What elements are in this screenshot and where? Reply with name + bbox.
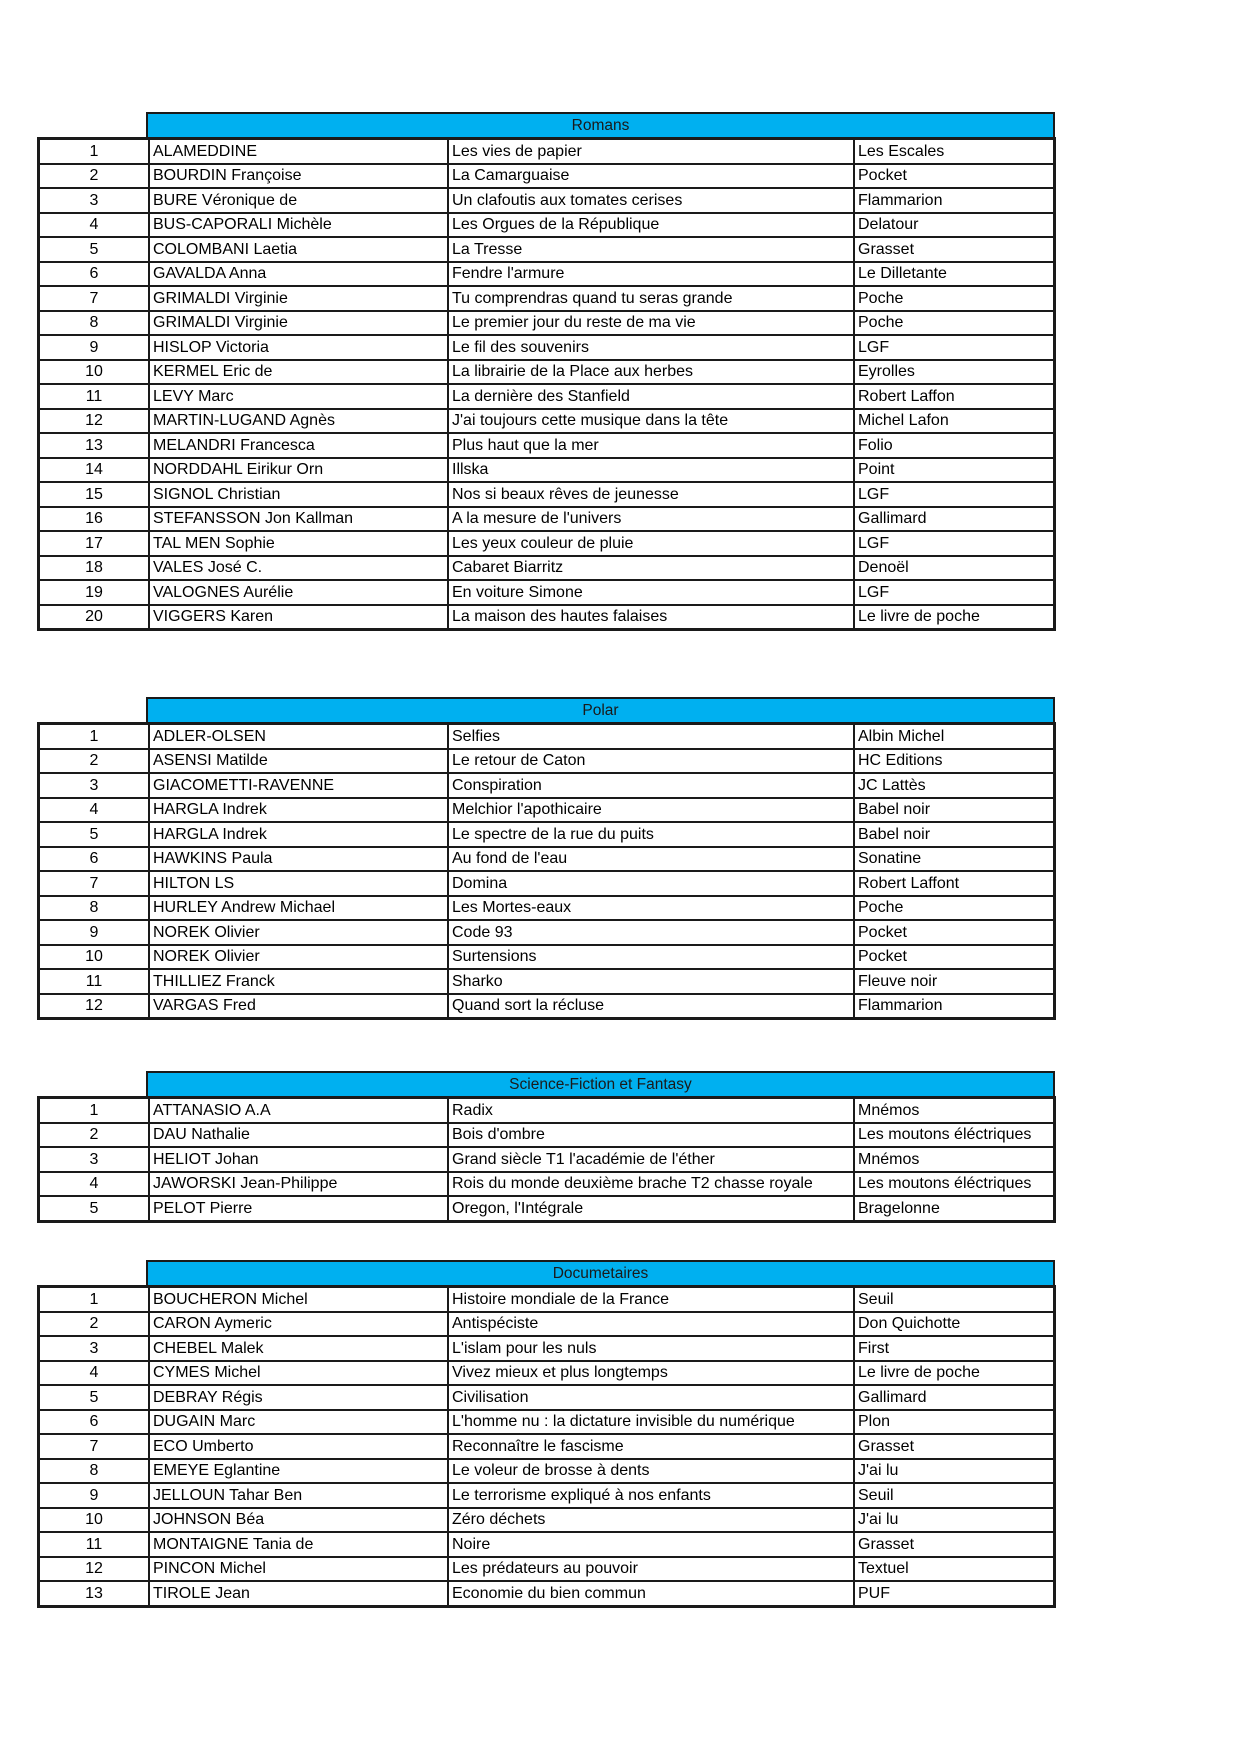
row-number: 12 — [39, 994, 149, 1019]
title-cell: En voiture Simone — [448, 580, 854, 605]
author-cell: NOREK Olivier — [149, 945, 448, 970]
author-cell: PINCON Michel — [149, 1557, 448, 1582]
author-cell: BOUCHERON Michel — [149, 1287, 448, 1312]
section-romans — [38, 112, 1055, 630]
author-cell: STEFANSSON Jon Kallman — [149, 507, 448, 532]
row-number: 9 — [39, 335, 149, 360]
publisher-cell: Folio — [854, 433, 1054, 458]
title-cell: Les Mortes-eaux — [448, 896, 854, 921]
table-row — [39, 896, 1054, 921]
table-row — [39, 531, 1054, 556]
title-cell: Un clafoutis aux tomates cerises — [448, 188, 854, 213]
author-cell: ADLER-OLSEN — [149, 724, 448, 749]
table-row — [39, 458, 1054, 483]
row-number: 8 — [39, 311, 149, 336]
author-cell: CYMES Michel — [149, 1361, 448, 1386]
row-number: 1 — [39, 139, 149, 164]
author-cell: MARTIN-LUGAND Agnès — [149, 409, 448, 434]
publisher-cell: Le Dilletante — [854, 262, 1054, 287]
table-row — [39, 360, 1054, 385]
title-cell: Le fil des souvenirs — [448, 335, 854, 360]
row-number: 5 — [39, 1196, 149, 1221]
publisher-cell: Mnémos — [854, 1147, 1054, 1172]
table-row — [39, 969, 1054, 994]
section-header — [38, 1260, 1055, 1286]
section-title: Polar — [146, 697, 1055, 723]
table-row — [39, 1557, 1054, 1582]
table-row — [39, 724, 1054, 749]
publisher-cell: Gallimard — [854, 507, 1054, 532]
title-cell: Grand siècle T1 l'académie de l'éther — [448, 1147, 854, 1172]
row-number: 1 — [39, 1098, 149, 1123]
publisher-cell: Babel noir — [854, 822, 1054, 847]
title-cell: L'islam pour les nuls — [448, 1336, 854, 1361]
row-number: 12 — [39, 409, 149, 434]
section-header — [38, 112, 1055, 138]
author-cell: ALAMEDDINE — [149, 139, 448, 164]
table-row — [39, 1459, 1054, 1484]
author-cell: VARGAS Fred — [149, 994, 448, 1019]
author-cell: HARGLA Indrek — [149, 822, 448, 847]
table-row — [39, 1581, 1054, 1606]
table-row — [39, 773, 1054, 798]
title-cell: Domina — [448, 871, 854, 896]
table-row — [39, 1508, 1054, 1533]
author-cell: DEBRAY Régis — [149, 1385, 448, 1410]
title-cell: Surtensions — [448, 945, 854, 970]
publisher-cell: J'ai lu — [854, 1508, 1054, 1533]
table-row — [39, 605, 1054, 630]
table-row — [39, 1287, 1054, 1312]
author-cell: MELANDRI Francesca — [149, 433, 448, 458]
book-table — [38, 138, 1055, 630]
author-cell: GIACOMETTI-RAVENNE — [149, 773, 448, 798]
title-cell: Melchior l'apothicaire — [448, 798, 854, 823]
publisher-cell: Textuel — [854, 1557, 1054, 1582]
title-cell: L'homme nu : la dictature invisible du numérique — [448, 1410, 854, 1435]
author-cell: GRIMALDI Virginie — [149, 311, 448, 336]
section-documentaires — [38, 1260, 1055, 1607]
table-row — [39, 1434, 1054, 1459]
title-cell: Civilisation — [448, 1385, 854, 1410]
row-number: 5 — [39, 822, 149, 847]
row-number: 8 — [39, 896, 149, 921]
author-cell: BURE Véronique de — [149, 188, 448, 213]
table-row — [39, 507, 1054, 532]
row-number: 19 — [39, 580, 149, 605]
title-cell: Quand sort la récluse — [448, 994, 854, 1019]
author-cell: JOHNSON Béa — [149, 1508, 448, 1533]
author-cell: DUGAIN Marc — [149, 1410, 448, 1435]
row-number: 12 — [39, 1557, 149, 1582]
table-row — [39, 237, 1054, 262]
book-table — [38, 1286, 1055, 1607]
title-cell: Noire — [448, 1532, 854, 1557]
row-number: 3 — [39, 1147, 149, 1172]
author-cell: THILLIEZ Franck — [149, 969, 448, 994]
table-row — [39, 433, 1054, 458]
author-cell: CHEBEL Malek — [149, 1336, 448, 1361]
row-number: 1 — [39, 724, 149, 749]
row-number: 6 — [39, 847, 149, 872]
publisher-cell: Point — [854, 458, 1054, 483]
publisher-cell: Don Quichotte — [854, 1312, 1054, 1337]
publisher-cell: Fleuve noir — [854, 969, 1054, 994]
publisher-cell: Delatour — [854, 213, 1054, 238]
title-cell: La Camarguaise — [448, 164, 854, 189]
table-row — [39, 1385, 1054, 1410]
author-cell: BOURDIN Françoise — [149, 164, 448, 189]
author-cell: JAWORSKI Jean-Philippe — [149, 1172, 448, 1197]
publisher-cell: J'ai lu — [854, 1459, 1054, 1484]
table-row — [39, 409, 1054, 434]
table-row — [39, 749, 1054, 774]
author-cell: VALES José C. — [149, 556, 448, 581]
publisher-cell: Plon — [854, 1410, 1054, 1435]
table-row — [39, 920, 1054, 945]
row-number: 14 — [39, 458, 149, 483]
row-number: 3 — [39, 773, 149, 798]
title-cell: Vivez mieux et plus longtemps — [448, 1361, 854, 1386]
row-number: 17 — [39, 531, 149, 556]
section-title: Documetaires — [146, 1260, 1055, 1286]
title-cell: Cabaret Biarritz — [448, 556, 854, 581]
table-row — [39, 1098, 1054, 1123]
publisher-cell: Seuil — [854, 1483, 1054, 1508]
row-number: 4 — [39, 1172, 149, 1197]
book-table — [38, 723, 1055, 1019]
table-row — [39, 580, 1054, 605]
author-cell: TIROLE Jean — [149, 1581, 448, 1606]
table-row — [39, 1336, 1054, 1361]
title-cell: Conspiration — [448, 773, 854, 798]
title-cell: Rois du monde deuxième brache T2 chasse royale — [448, 1172, 854, 1197]
row-number: 9 — [39, 920, 149, 945]
title-cell: J'ai toujours cette musique dans la tête — [448, 409, 854, 434]
author-cell: COLOMBANI Laetia — [149, 237, 448, 262]
section-header — [38, 1071, 1055, 1097]
row-number: 20 — [39, 605, 149, 630]
author-cell: HILTON LS — [149, 871, 448, 896]
title-cell: Illska — [448, 458, 854, 483]
row-number: 10 — [39, 1508, 149, 1533]
publisher-cell: LGF — [854, 531, 1054, 556]
row-number: 5 — [39, 237, 149, 262]
header-spacer — [38, 112, 146, 138]
title-cell: Le retour de Caton — [448, 749, 854, 774]
table-row — [39, 871, 1054, 896]
table-row — [39, 1123, 1054, 1148]
author-cell: CARON Aymeric — [149, 1312, 448, 1337]
publisher-cell: Flammarion — [854, 188, 1054, 213]
section-title: Science-Fiction et Fantasy — [146, 1071, 1055, 1097]
row-number: 6 — [39, 1410, 149, 1435]
title-cell: Histoire mondiale de la France — [448, 1287, 854, 1312]
row-number: 4 — [39, 798, 149, 823]
row-number: 16 — [39, 507, 149, 532]
publisher-cell: Robert Laffont — [854, 871, 1054, 896]
section-science-fiction — [38, 1071, 1055, 1222]
row-number: 1 — [39, 1287, 149, 1312]
publisher-cell: Poche — [854, 286, 1054, 311]
title-cell: A la mesure de l'univers — [448, 507, 854, 532]
title-cell: Au fond de l'eau — [448, 847, 854, 872]
header-spacer — [38, 1071, 146, 1097]
row-number: 2 — [39, 749, 149, 774]
publisher-cell: Bragelonne — [854, 1196, 1054, 1221]
author-cell: VIGGERS Karen — [149, 605, 448, 630]
publisher-cell: Mnémos — [854, 1098, 1054, 1123]
row-number: 10 — [39, 945, 149, 970]
table-row — [39, 1172, 1054, 1197]
row-number: 10 — [39, 360, 149, 385]
title-cell: Le voleur de brosse à dents — [448, 1459, 854, 1484]
title-cell: Selfies — [448, 724, 854, 749]
row-number: 13 — [39, 1581, 149, 1606]
title-cell: Le spectre de la rue du puits — [448, 822, 854, 847]
table-row — [39, 1483, 1054, 1508]
author-cell: ECO Umberto — [149, 1434, 448, 1459]
author-cell: VALOGNES Aurélie — [149, 580, 448, 605]
publisher-cell: Robert Laffon — [854, 384, 1054, 409]
publisher-cell: Le livre de poche — [854, 605, 1054, 630]
author-cell: ASENSI Matilde — [149, 749, 448, 774]
author-cell: HAWKINS Paula — [149, 847, 448, 872]
row-number: 11 — [39, 1532, 149, 1557]
title-cell: Nos si beaux rêves de jeunesse — [448, 482, 854, 507]
row-number: 4 — [39, 213, 149, 238]
header-spacer — [38, 1260, 146, 1286]
publisher-cell: Michel Lafon — [854, 409, 1054, 434]
author-cell: GAVALDA Anna — [149, 262, 448, 287]
table-row — [39, 1361, 1054, 1386]
title-cell: Sharko — [448, 969, 854, 994]
title-cell: Reconnaître le fascisme — [448, 1434, 854, 1459]
row-number: 2 — [39, 1123, 149, 1148]
publisher-cell: Pocket — [854, 945, 1054, 970]
row-number: 2 — [39, 164, 149, 189]
publisher-cell: HC Editions — [854, 749, 1054, 774]
author-cell: LEVY Marc — [149, 384, 448, 409]
row-number: 11 — [39, 969, 149, 994]
table-row — [39, 139, 1054, 164]
author-cell: HELIOT Johan — [149, 1147, 448, 1172]
publisher-cell: Grasset — [854, 1532, 1054, 1557]
author-cell: DAU Nathalie — [149, 1123, 448, 1148]
publisher-cell: First — [854, 1336, 1054, 1361]
row-number: 7 — [39, 871, 149, 896]
title-cell: La dernière des Stanfield — [448, 384, 854, 409]
publisher-cell: Les moutons éléctriques — [854, 1172, 1054, 1197]
title-cell: Le premier jour du reste de ma vie — [448, 311, 854, 336]
publisher-cell: Les Escales — [854, 139, 1054, 164]
author-cell: HISLOP Victoria — [149, 335, 448, 360]
row-number: 6 — [39, 262, 149, 287]
author-cell: NORDDAHL Eirikur Orn — [149, 458, 448, 483]
title-cell: Plus haut que la mer — [448, 433, 854, 458]
author-cell: ATTANASIO A.A — [149, 1098, 448, 1123]
table-row — [39, 213, 1054, 238]
title-cell: Tu comprendras quand tu seras grande — [448, 286, 854, 311]
table-row — [39, 822, 1054, 847]
table-row — [39, 311, 1054, 336]
publisher-cell: Babel noir — [854, 798, 1054, 823]
author-cell: KERMEL Eric de — [149, 360, 448, 385]
publisher-cell: JC Lattès — [854, 773, 1054, 798]
publisher-cell: LGF — [854, 335, 1054, 360]
section-polar — [38, 697, 1055, 1019]
publisher-cell: Eyrolles — [854, 360, 1054, 385]
section-header — [38, 697, 1055, 723]
row-number: 2 — [39, 1312, 149, 1337]
publisher-cell: Grasset — [854, 237, 1054, 262]
title-cell: Economie du bien commun — [448, 1581, 854, 1606]
table-row — [39, 188, 1054, 213]
publisher-cell: Les moutons éléctriques — [854, 1123, 1054, 1148]
row-number: 11 — [39, 384, 149, 409]
author-cell: HURLEY Andrew Michael — [149, 896, 448, 921]
author-cell: GRIMALDI Virginie — [149, 286, 448, 311]
title-cell: Bois d'ombre — [448, 1123, 854, 1148]
author-cell: BUS-CAPORALI Michèle — [149, 213, 448, 238]
row-number: 18 — [39, 556, 149, 581]
table-row — [39, 798, 1054, 823]
publisher-cell: Denoël — [854, 556, 1054, 581]
publisher-cell: Gallimard — [854, 1385, 1054, 1410]
publisher-cell: LGF — [854, 580, 1054, 605]
row-number: 4 — [39, 1361, 149, 1386]
title-cell: La maison des hautes falaises — [448, 605, 854, 630]
row-number: 7 — [39, 1434, 149, 1459]
table-row — [39, 262, 1054, 287]
author-cell: EMEYE Eglantine — [149, 1459, 448, 1484]
row-number: 7 — [39, 286, 149, 311]
title-cell: Les prédateurs au pouvoir — [448, 1557, 854, 1582]
row-number: 8 — [39, 1459, 149, 1484]
title-cell: Radix — [448, 1098, 854, 1123]
publisher-cell: LGF — [854, 482, 1054, 507]
author-cell: MONTAIGNE Tania de — [149, 1532, 448, 1557]
table-row — [39, 994, 1054, 1019]
row-number: 5 — [39, 1385, 149, 1410]
publisher-cell: Albin Michel — [854, 724, 1054, 749]
table-row — [39, 1410, 1054, 1435]
publisher-cell: Sonatine — [854, 847, 1054, 872]
author-cell: TAL MEN Sophie — [149, 531, 448, 556]
publisher-cell: Grasset — [854, 1434, 1054, 1459]
title-cell: Oregon, l'Intégrale — [448, 1196, 854, 1221]
title-cell: Zéro déchets — [448, 1508, 854, 1533]
title-cell: Antispéciste — [448, 1312, 854, 1337]
title-cell: Les vies de papier — [448, 139, 854, 164]
publisher-cell: Poche — [854, 896, 1054, 921]
book-table — [38, 1097, 1055, 1222]
publisher-cell: Pocket — [854, 164, 1054, 189]
author-cell: SIGNOL Christian — [149, 482, 448, 507]
publisher-cell: Seuil — [854, 1287, 1054, 1312]
title-cell: Les Orgues de la République — [448, 213, 854, 238]
title-cell: Les yeux couleur de pluie — [448, 531, 854, 556]
publisher-cell: Pocket — [854, 920, 1054, 945]
table-row — [39, 1147, 1054, 1172]
section-title: Romans — [146, 112, 1055, 138]
table-row — [39, 1532, 1054, 1557]
table-row — [39, 164, 1054, 189]
row-number: 15 — [39, 482, 149, 507]
header-spacer — [38, 697, 146, 723]
title-cell: Code 93 — [448, 920, 854, 945]
author-cell: JELLOUN Tahar Ben — [149, 1483, 448, 1508]
author-cell: PELOT Pierre — [149, 1196, 448, 1221]
author-cell: NOREK Olivier — [149, 920, 448, 945]
title-cell: La librairie de la Place aux herbes — [448, 360, 854, 385]
table-row — [39, 384, 1054, 409]
table-row — [39, 847, 1054, 872]
row-number: 13 — [39, 433, 149, 458]
title-cell: Fendre l'armure — [448, 262, 854, 287]
table-row — [39, 945, 1054, 970]
row-number: 3 — [39, 188, 149, 213]
author-cell: HARGLA Indrek — [149, 798, 448, 823]
publisher-cell: Flammarion — [854, 994, 1054, 1019]
title-cell: Le terrorisme expliqué à nos enfants — [448, 1483, 854, 1508]
table-row — [39, 1196, 1054, 1221]
table-row — [39, 335, 1054, 360]
row-number: 9 — [39, 1483, 149, 1508]
table-row — [39, 556, 1054, 581]
publisher-cell: Le livre de poche — [854, 1361, 1054, 1386]
publisher-cell: Poche — [854, 311, 1054, 336]
title-cell: La Tresse — [448, 237, 854, 262]
row-number: 3 — [39, 1336, 149, 1361]
table-row — [39, 286, 1054, 311]
table-row — [39, 1312, 1054, 1337]
table-row — [39, 482, 1054, 507]
publisher-cell: PUF — [854, 1581, 1054, 1606]
